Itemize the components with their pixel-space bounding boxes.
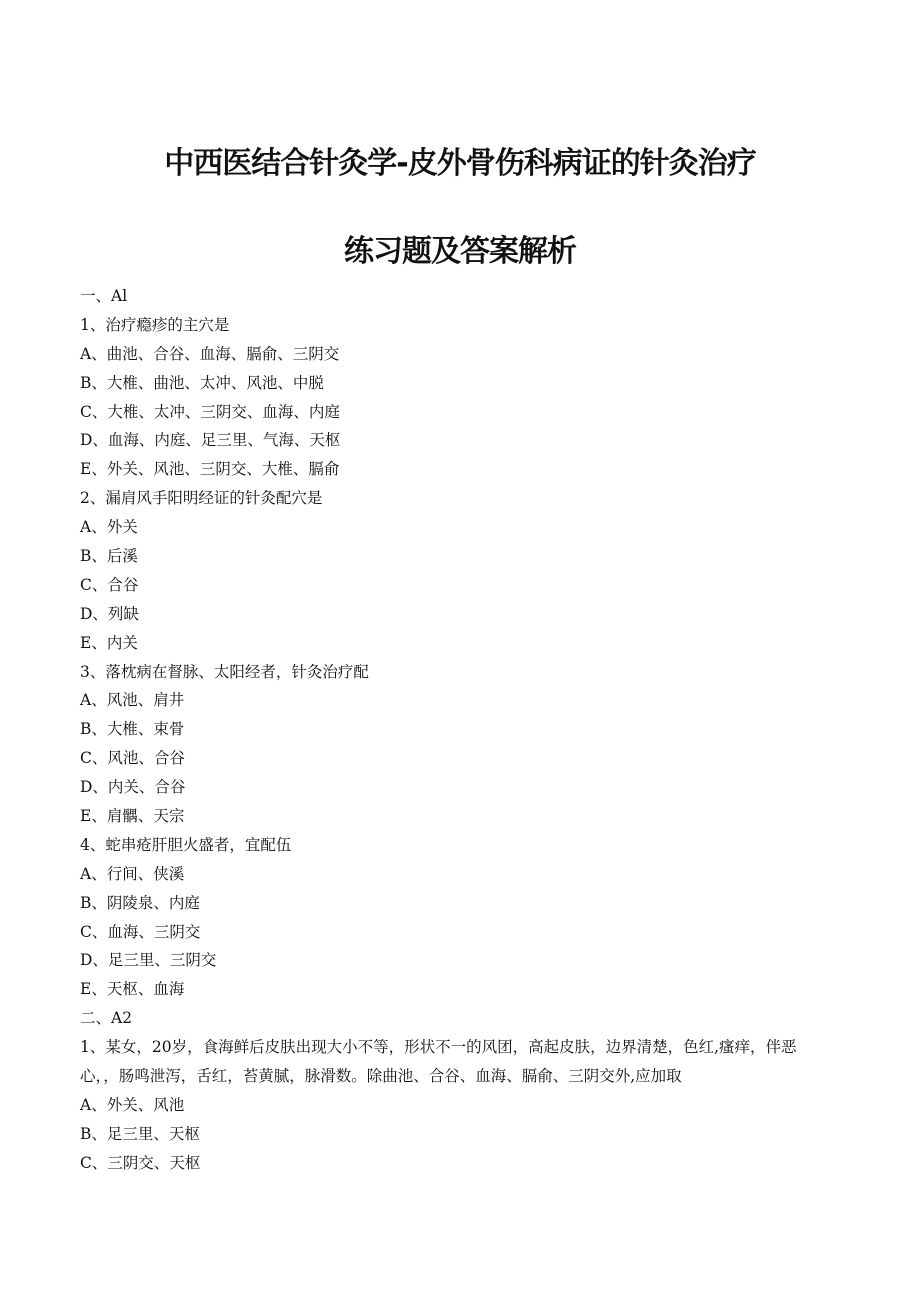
document-title-line1: 中西医结合针灸学-皮外骨伤科病证的针灸治疗 [164, 146, 756, 181]
option-d: D、血海、内庭、足三里、气海、天枢 [80, 431, 341, 450]
option-a: A、外关 [80, 518, 138, 537]
question-stem: 1、治疗瘾疹的主穴是 [80, 315, 230, 334]
option-b: B、大椎、曲池、太冲、风池、中脱 [80, 373, 324, 392]
option-a: A、曲池、合谷、血海、膈俞、三阴交 [80, 344, 340, 363]
option-b: B、阴陵泉、内庭 [80, 893, 200, 912]
option-e: E、外关、风池、三阴交、大椎、膈俞 [80, 460, 340, 479]
section-heading-a1: 一、Al [80, 287, 128, 305]
question-1 [80, 311, 820, 484]
question-stem: 2、漏肩风手阳明经证的针灸配穴是 [80, 489, 323, 508]
question-stem: 3、落枕病在督脉、太阳经者，针灸治疗配 [80, 662, 369, 681]
option-d: D、内关、合谷 [80, 778, 186, 797]
option-b: B、足三里、天枢 [80, 1124, 200, 1143]
option-e: E、肩髃、天宗 [80, 807, 185, 826]
question-a2-1 [80, 1033, 820, 1177]
document-title-line2: 练习题及答案解析 [344, 234, 576, 269]
option-b: B、大椎、束骨 [80, 720, 185, 739]
section-heading-a2: 二、A2 [80, 1009, 133, 1028]
option-a: A、行间、侠溪 [80, 864, 185, 883]
option-a: A、风池、肩井 [80, 691, 185, 710]
option-d: D、列缺 [80, 604, 139, 623]
question-4 [80, 831, 820, 1004]
option-c: C、大椎、太冲、三阴交、血海、内庭 [80, 402, 340, 421]
option-e: E、天枢、血海 [80, 980, 185, 999]
option-e: E、内关 [80, 633, 138, 652]
question-stem: 1、某女，20岁，食海鲜后皮肤出现大小不等，形状不一的风团，高起皮肤，边界清楚，色红,瘙痒，伴恶心，，肠鸣泄泻，舌红，苔黄腻，脉滑数。除曲池、合谷、血海、膈俞、三阴交外,应加取 [80, 1038, 797, 1086]
option-a: A、外关、风池 [80, 1095, 185, 1114]
option-c: C、风池、合谷 [80, 749, 185, 768]
option-c: C、三阴交、天枢 [80, 1153, 201, 1172]
option-c: C、血海、三阴交 [80, 922, 201, 941]
question-3 [80, 658, 820, 831]
option-b: B、后溪 [80, 547, 138, 566]
option-c: C、合谷 [80, 575, 139, 594]
document-body [80, 282, 820, 1178]
option-d: D、足三里、三阴交 [80, 951, 217, 970]
question-2 [80, 484, 820, 657]
question-stem: 4、蛇串疮肝胆火盛者，宜配伍 [80, 835, 292, 854]
